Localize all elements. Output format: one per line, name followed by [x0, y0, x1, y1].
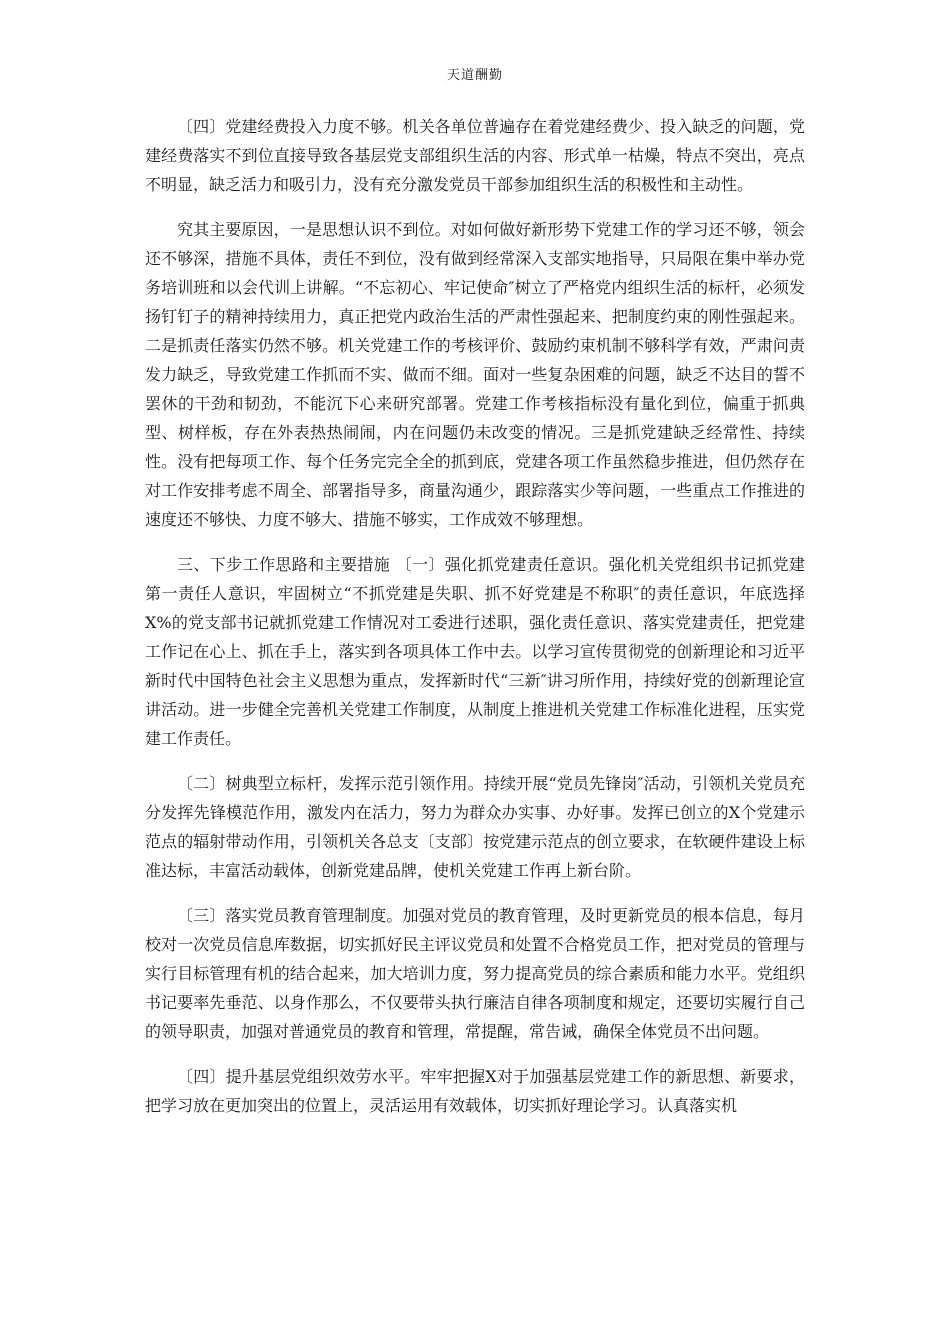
document-body: [145, 112, 805, 1136]
paragraph-member-education: 〔三〕落实党员教育管理制度。加强对党员的教育管理，及时更新党员的根本信息，每月校对一次党员信息库数据，切实抓好民主评议党员和处置不合格党员工作，把对党员的管理与实行目标管理有机的结合起来，加大培训力度，努力提高党员的综合素质和能力水平。党组织书记要率先垂范、以身作那么，不仅要带头执行廉洁自律各项制度和规定，还要切实履行自己的领导职责，加强对普通党员的教育和管理，常提醒，常告诫，确保全体党员不出问题。: [145, 906, 805, 1041]
header-title: 天道酬勤: [446, 68, 503, 83]
paragraph-main-causes: 究其主要原因，一是思想认识不到位。对如何做好新形势下党建工作的学习还不够，领会还不够深，措施不具体，责任不到位，没有做到经常深入支部实地指导，只局限在集中举办党务培训班和以会代训上讲解。“不忘初心、牢记使命″树立了严格党内组织生活的标杆，必须发扬钉钉子的精神持续用力，真正把党内政治生活的严肃性强起来、把制度约束的刚性强起来。二是抓责任落实仍然不够。机关党建工作的考核评价、鼓励约束机制不够科学有效，严肃问责发力缺乏，导致党建工作抓而不实、做而不细。面对一些复杂困难的问题，缺乏不达目的誓不罢休的干劲和韧劲，不能沉下心来研究部署。党建工作考核指标没有量化到位，偏重于抓典型、树样板，存在外表热热闹闹，内在问题仍未改变的情况。三是抓党建缺乏经常性、持续性。没有把每项工作、每个任务完完全全的抓到底，党建各项工作虽然稳步推进，但仍然存在对工作安排考虑不周全、部署指导多，商量沟通少，跟踪落实少等问题，一些重点工作推进的速度还不够快、力度不够大、措施不够实，工作成效不够理想。: [145, 220, 805, 529]
paragraph-service-level: 〔四〕提升基层党组织效劳水平。牢牢把握X对于加强基层党建工作的新思想、新要求，把学习放在更加突出的位置上，灵活运用有效载体，切实抓好理论学习。认真落实机: [145, 1067, 805, 1115]
paragraph-next-steps-responsibility: 三、下步工作思路和主要措施 〔一〕强化抓党建责任意识。强化机关党组织书记抓党建第一责任人意识，牢固树立“不抓党建是失职、抓不好党建是不称职″的责任意识，年底选择X%的党支部书记就抓党建工作情况对工委进行述职，强化责任意识、落实党建责任，把党建工作记在心上、抓在手上，落实到各项具体工作中去。以学习宣传贯彻党的创新理论和习近平新时代中国特色社会主义思想为重点，发挥新时代“三新″讲习所作用，持续好党的创新理论宣讲活动。进一步健全完善机关党建工作制度，从制度上推进机关党建工作标准化进程，压实党建工作责任。: [145, 555, 805, 748]
paragraph-model-demonstration: 〔二〕树典型立标杆，发挥示范引领作用。持续开展“党员先锋岗″活动，引领机关党员充分发挥先锋模范作用，激发内在活力，努力为群众办实事、办好事。发挥已创立的X个党建示范点的辐射带动作用，引领机关各总支〔支部〕按党建示范点的创立要求，在软硬件建设上标准达标，丰富活动载体，创新党建品牌，使机关党建工作再上新台阶。: [145, 774, 805, 880]
paragraph-funding-shortage: 〔四〕党建经费投入力度不够。机关各单位普遍存在着党建经费少、投入缺乏的问题，党建经费落实不到位直接导致各基层党支部组织生活的内容、形式单一枯燥，特点不突出，亮点不明显，缺乏活力和吸引力，没有充分激发党员干部参加组织生活的积极性和主动性。: [145, 117, 805, 194]
page-header: [0, 64, 950, 83]
